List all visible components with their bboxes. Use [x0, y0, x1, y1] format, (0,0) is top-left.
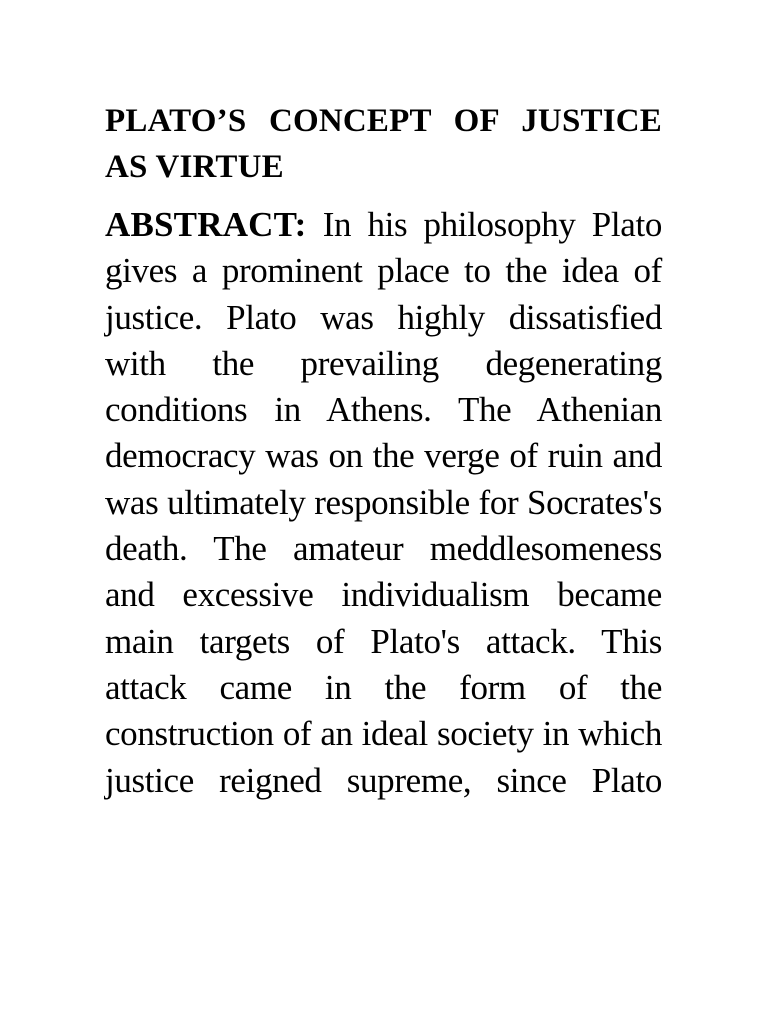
abstract-text: In his philosophy Plato gives a prominent place to the idea of justice. Plato was highly dissatisfied with the prevailing degenerating conditions in Athens. The Athenian democracy was on the verge of ruin and was ultimately responsible for Socrates's death. The amateur meddlesomeness and excessive individualism became main targets of Plato's attack. This attack came in the form of the construction of an ideal society in which justice reigned supreme, since Plato — [105, 205, 663, 800]
abstract-label: ABSTRACT: — [105, 205, 307, 244]
document-title: PLATO’S CONCEPT OF JUSTICE AS VIRTUE — [105, 103, 662, 185]
abstract-paragraph — [105, 202, 662, 804]
document-page — [105, 98, 662, 804]
